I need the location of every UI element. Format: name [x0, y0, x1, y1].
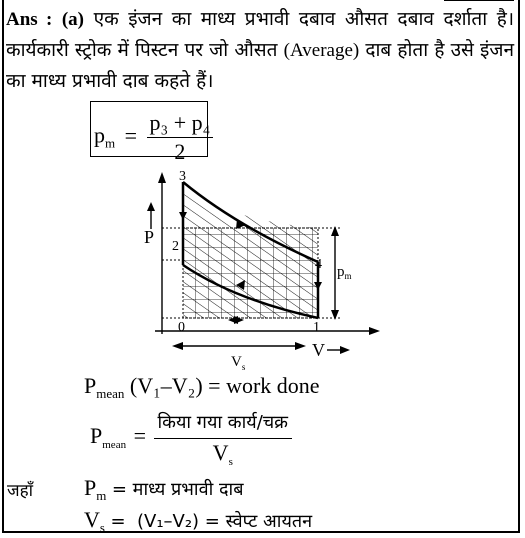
y-axis-arrow [158, 172, 166, 183]
where-line-vs [84, 507, 312, 533]
where-line-pm [84, 475, 243, 501]
p-label-arrowhead [147, 202, 155, 211]
formula-lhs-sub: m [105, 135, 116, 151]
where-label: जहाँ [7, 481, 34, 501]
point-2: 2 [172, 239, 179, 254]
answer-text-1: एक इंजन का माध्य प्रभावी दबाव औसत दबाव दर्शाता है। कार्यकारी स्ट्रोक में पिस्टन पर जो औसत [6, 8, 515, 61]
point-4: 4 [315, 257, 322, 272]
equation-pmean-fraction [90, 410, 292, 466]
pm-arrow-bottom [331, 310, 339, 320]
eq2-p: P [90, 423, 103, 449]
vs-arrow-left [172, 342, 183, 350]
where-pm-p: P [84, 475, 97, 500]
pm-arrow-top [331, 226, 339, 236]
answer-option: (a) [61, 9, 84, 30]
vs-arrow-right [295, 342, 306, 350]
y-axis-label: P [144, 227, 155, 247]
answer-label: Ans : [6, 9, 53, 30]
eq1-sub: mean [96, 386, 125, 401]
where-vs-sub: s [99, 520, 105, 535]
eq2-numerator: किया गया कार्य/चक्र [154, 410, 293, 439]
where-pm-definition: = माध्य प्रभावी दाब [111, 479, 244, 500]
x-axis-arrow [369, 327, 380, 335]
eq1-rest: (V₁–V₂) = work done [129, 373, 320, 398]
where-vs-definition: = (V₁–V₂) = स्वेप्ट आयतन [110, 511, 313, 532]
eq2-denominator: $V_s$ [212, 440, 233, 468]
formula-equals: = [124, 122, 138, 148]
eq2-sub: mean [102, 439, 127, 452]
point-0: 0 [178, 320, 185, 335]
formula-denominator: 2 [174, 139, 186, 164]
vs-label: $V_s$ [231, 354, 246, 372]
where-vs-v: V [84, 507, 100, 532]
point-1: 1 [313, 320, 320, 335]
mean-pressure-rectangle [183, 228, 318, 318]
eq2-equals: = [133, 423, 146, 449]
formula-lhs: p [94, 122, 105, 148]
equation-work-done [84, 373, 320, 399]
eq1-p: P [84, 373, 97, 398]
answer-english-term: (Average) [283, 40, 360, 61]
answer-text-2: दाब होता है उसे इंजन का माध्य प्रभावी दाब कहते हैं। [6, 39, 514, 92]
x-axis-label: V [312, 340, 325, 360]
where-pm-sub: m [96, 488, 107, 503]
point-3: 3 [179, 169, 186, 184]
v-label-arrowhead [340, 346, 350, 354]
pm-label: $p_m$ [337, 264, 352, 281]
eq2-fraction [154, 410, 293, 466]
formula-numerator: p₃ + p₄ [147, 110, 214, 138]
